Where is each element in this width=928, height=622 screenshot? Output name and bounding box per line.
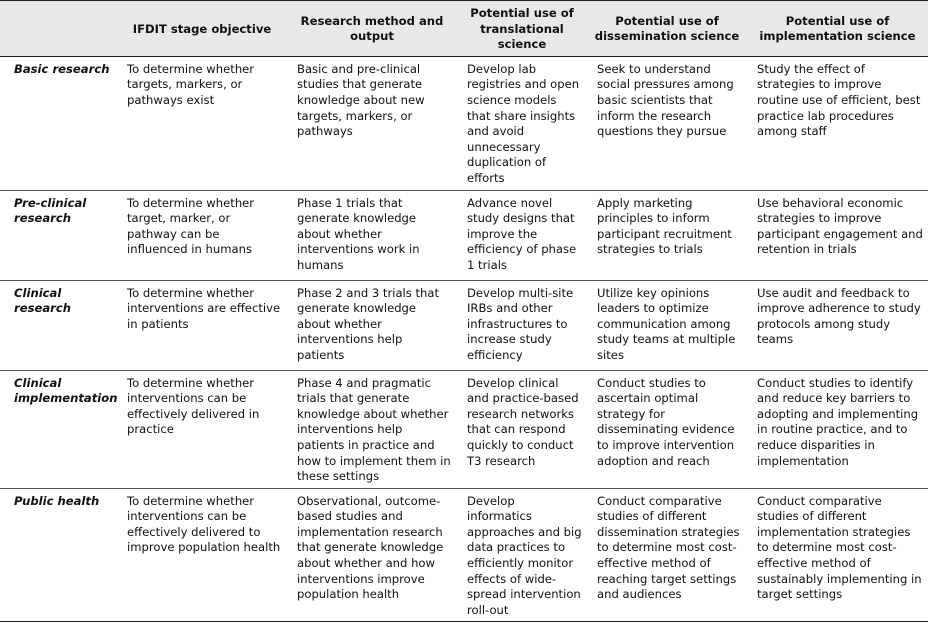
table-row	[0, 190, 928, 280]
table-row	[0, 280, 928, 370]
header-translational: Potential use of translational science	[457, 1, 587, 57]
translational-cell: Advance novel study designs that improve the efficiency of phase 1 trials	[457, 190, 587, 280]
stage-cell: Clinical implementation	[0, 370, 117, 488]
implementation-cell: Use behavioral economic strategies to improve participant engagement and retention in trials	[747, 190, 928, 280]
stage-cell: Basic research	[0, 56, 117, 190]
objective-cell: To determine whether interventions can be effectively delivered in practice	[117, 370, 287, 488]
method-cell: Basic and pre-clinical studies that generate knowledge about new targets, markers, or pathways	[287, 56, 457, 190]
translational-cell: Develop clinical and practice-based research networks that can respond quickly to conduct T3 research	[457, 370, 587, 488]
objective-cell: To determine whether target, marker, or pathway can be influenced in humans	[117, 190, 287, 280]
dissemination-cell: Conduct studies to ascertain optimal strategy for disseminating evidence to improve intervention adoption and reach	[587, 370, 747, 488]
translational-cell: Develop informatics approaches and big data practices to efficiently monitor effects of wide-spread intervention roll-out	[457, 488, 587, 622]
implementation-cell: Study the effect of strategies to improve routine use of efficient, best practice lab procedures among staff	[747, 56, 928, 190]
dissemination-cell: Apply marketing principles to inform participant recruitment strategies to trials	[587, 190, 747, 280]
implementation-cell: Use audit and feedback to improve adherence to study protocols among study teams	[747, 280, 928, 370]
stage-cell: Clinical research	[0, 280, 117, 370]
objective-cell: To determine whether targets, markers, or pathways exist	[117, 56, 287, 190]
header-row	[0, 1, 928, 57]
table-row	[0, 488, 928, 622]
dissemination-cell: Utilize key opinions leaders to optimize communication among study teams at multiple sites	[587, 280, 747, 370]
table-header	[0, 1, 928, 57]
objective-cell: To determine whether interventions can be effectively delivered to improve population health	[117, 488, 287, 622]
translational-cell: Develop multi-site IRBs and other infrastructures to increase study efficiency	[457, 280, 587, 370]
table-row	[0, 370, 928, 488]
implementation-cell: Conduct comparative studies of different implementation strategies to determine most cost-effective method of sustainably implementing in target settings	[747, 488, 928, 622]
header-objective: IFDIT stage objective	[117, 1, 287, 57]
stage-cell: Public health	[0, 488, 117, 622]
translational-cell: Develop lab registries and open science models that share insights and avoid unnecessary duplication of efforts	[457, 56, 587, 190]
dissemination-cell: Seek to understand social pressures among basic scientists that inform the research questions they pursue	[587, 56, 747, 190]
method-cell: Observational, outcome-based studies and implementation research that generate knowledge about whether and how interventions improve population health	[287, 488, 457, 622]
dissemination-cell: Conduct comparative studies of different dissemination strategies to determine most cost-effective method of reaching target settings and audiences	[587, 488, 747, 622]
header-stage	[0, 1, 117, 57]
table-body	[0, 56, 928, 622]
header-implementation: Potential use of implementation science	[747, 1, 928, 57]
header-method: Research method and output	[287, 1, 457, 57]
header-dissemination: Potential use of dissemination science	[587, 1, 747, 57]
objective-cell: To determine whether interventions are effective in patients	[117, 280, 287, 370]
implementation-cell: Conduct studies to identify and reduce key barriers to adopting and implementing in routine practice, and to reduce disparities in implementation	[747, 370, 928, 488]
method-cell: Phase 4 and pragmatic trials that generate knowledge about whether interventions help patients in practice and how to implement them in these settings	[287, 370, 457, 488]
method-cell: Phase 2 and 3 trials that generate knowledge about whether interventions help patients	[287, 280, 457, 370]
stage-cell: Pre-clinical research	[0, 190, 117, 280]
table-row	[0, 56, 928, 190]
method-cell: Phase 1 trials that generate knowledge about whether interventions work in humans	[287, 190, 457, 280]
